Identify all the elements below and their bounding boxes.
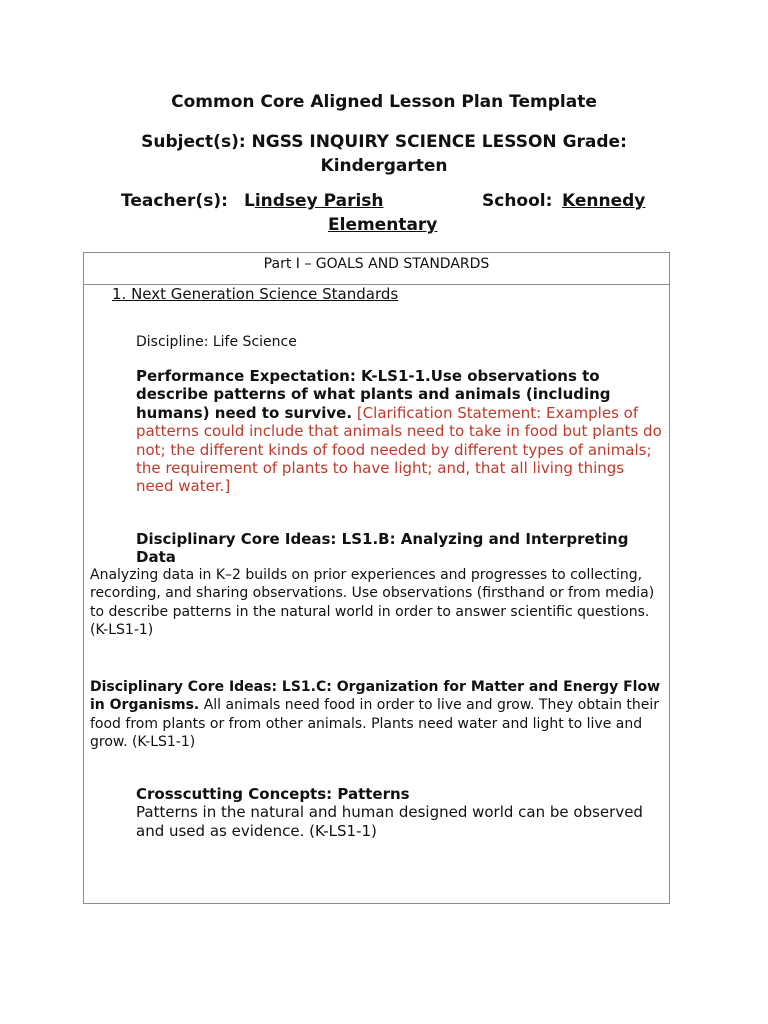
performance-line-2: describe patterns of what plants and animals (including [136, 385, 611, 404]
dci-c-heading-line-2: in Organisms. [90, 697, 200, 714]
dci-c [90, 678, 660, 752]
subject-line-2: Kindergarten [320, 156, 448, 176]
section-heading: 1. Next Generation Science Standards [112, 285, 399, 303]
dci-c-heading-line-1: Disciplinary Core Ideas: LS1.C: Organization for Matter and Energy Flow [90, 679, 661, 695]
clarification-line-5: not; the different kinds of food needed by different types of animals; [136, 440, 652, 459]
subject-line-1: Subject(s): NGSS INQUIRY SCIENCE LESSON Grade: [141, 132, 627, 152]
dci-b-heading-line-2: Data [136, 548, 176, 567]
goals-standards-table [83, 252, 670, 904]
dci-b-heading-line-1: Disciplinary Core Ideas: LS1.B: Analyzing and Interpreting [136, 530, 629, 548]
dci-c-body-line-4: grow. (K-LS1-1) [90, 734, 196, 751]
dci-c-line-2 [90, 696, 660, 714]
dci-b-body-line-1: Analyzing data in K–2 builds on prior experiences and progresses to collecting, [90, 567, 643, 583]
crosscutting-concepts [136, 785, 643, 840]
teacher-label: Teacher(s): [121, 191, 228, 211]
dci-c-line-2-rest: All animals need food in order to live and grow. They obtain their [199, 697, 660, 714]
performance-expectation [136, 367, 662, 496]
clarification-line-6: the requirement of plants to have light; and, that all living things [136, 459, 625, 478]
school-name-line-2: Elementary [328, 215, 438, 235]
teacher-name-initial: L [244, 191, 255, 211]
dci-c-body-line-3: food from plants or from other animals. Plants need water and light to live and [90, 715, 643, 732]
crosscutting-body-line-1: Patterns in the natural and human designed world can be observed [136, 803, 643, 822]
dci-b-body-line-2: recording, and sharing observations. Use observations (firsthand or from media) [90, 585, 655, 602]
dci-b-body-line-3: to describe patterns in the natural world in order to answer scientific questions. [90, 603, 650, 620]
performance-line-1: Performance Expectation: K-LS1-1.Use observations to [136, 367, 600, 385]
part-title: Part I – GOALS AND STANDARDS [263, 256, 490, 272]
dci-b-body [90, 566, 654, 640]
teacher-name [244, 191, 384, 211]
discipline-label: Discipline: Life Science [136, 334, 297, 350]
crosscutting-body-line-2: and used as evidence. (K-LS1-1) [136, 821, 377, 840]
subject-line [0, 130, 768, 178]
crosscutting-heading: Crosscutting Concepts: Patterns [136, 785, 410, 803]
school-name-line-1: Kennedy [562, 191, 646, 211]
performance-line-3 [136, 404, 662, 422]
document-title: Common Core Aligned Lesson Plan Template [171, 92, 597, 112]
clarification-line-4: patterns could include that animals need to take in food but plants do [136, 422, 662, 441]
school-label: School: [482, 191, 553, 211]
dci-b-heading [136, 530, 628, 567]
table-header [84, 253, 669, 285]
clarification-start: [Clarification Statement: Examples of [352, 403, 639, 422]
dci-b-body-line-4: (K-LS1-1) [90, 622, 154, 639]
teacher-name-rest: indsey Parish [254, 191, 384, 211]
performance-line-3-bold: humans) need to survive. [136, 403, 353, 422]
clarification-line-7: need water.] [136, 477, 231, 496]
